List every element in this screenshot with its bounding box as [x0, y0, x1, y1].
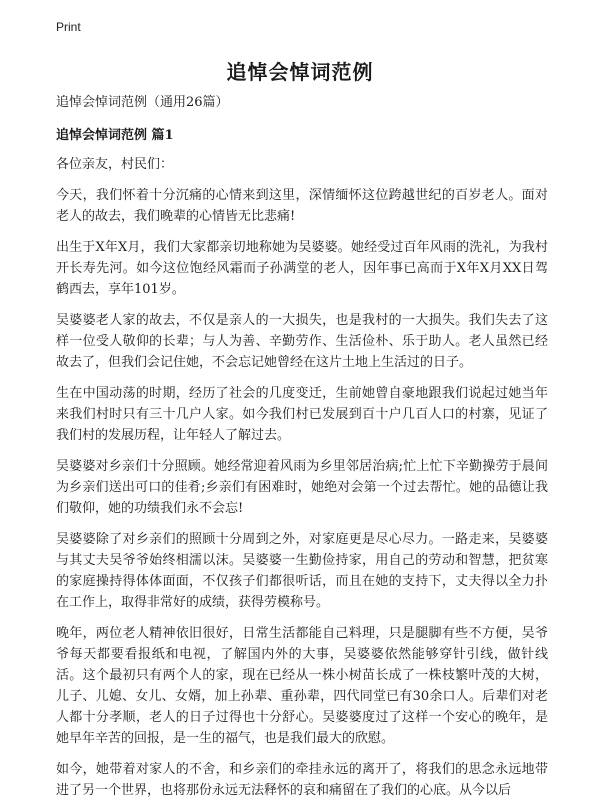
paragraph: 晚年，两位老人精神依旧很好，日常生活都能自己料理，只是腿脚有些不方便，吴爷爷每天都要看报纸和电视，了解国内外的大事，吴婆婆依然能够穿针引线，做针线活。这个最初只有两个人的家，现在已经从一株小树苗长成了一株枝繁叶茂的大树，儿子、儿媳、女儿、女婿，加上孙辈、重孙辈，四代同堂已有30余口人。后辈们对老人都十分孝顺，老人的日子过得也十分舒心。吴婆婆度过了这样一个安心的晚年，是她早年辛苦的回报，是一生的福气，也是我们最大的欣慰。	[56, 626, 548, 746]
page-title: 追悼会悼词范例	[226, 60, 374, 84]
paragraph: 如今，她带着对家人的不舍，和乡亲们的牵挂永远的离开了，将我们的思念永远地带进了另一个世界，也将那份永远无法释怀的哀和痛留在了我们的心底。从今以后	[56, 762, 548, 798]
print-link[interactable]: Print	[56, 20, 81, 34]
paragraph: 今天，我们怀着十分沉痛的心情来到这里，深情缅怀这位跨越世纪的百岁老人。面对老人的故去，我们晚辈的心情皆无比悲痛!	[56, 188, 548, 224]
document-body	[56, 92, 548, 811]
paragraph: 吴婆婆老人家的故去，不仅是亲人的一大损失，也是我村的一大损失。我们失去了这样一位受人敬仰的长辈；与人为善、辛勤劳作、生活俭朴、乐于助人。老人虽然已经故去了，但我们会记住她，不会忘记她曾经在这片土地上生活过的日子。	[56, 313, 548, 370]
paragraph: 吴婆婆除了对乡亲们的照顾十分周到之外，对家庭更是尽心尽力。一路走来，吴婆婆与其丈夫吴爷爷始终相濡以沫。吴婆婆一生勤俭持家，用自己的劳动和智慧，把贫寒的家庭操持得体体面面，不仅孩子们都很听话，而且在她的支持下，丈夫得以全力扑在工作上，取得非常好的成绩，获得劳模称号。	[56, 532, 548, 610]
document-subtitle: 追悼会悼词范例（通用26篇）	[56, 95, 229, 110]
paragraph: 吴婆婆对乡亲们十分照顾。她经常迎着风雨为乡里邻居治病;忙上忙下辛勤操劳于晨间为乡亲们送出可口的佳肴;乡亲们有困难时，她绝对会第一个过去帮忙。她的品德让我们敬仰，她的功绩我们永不会忘!	[56, 459, 548, 516]
paragraph-greeting: 各位亲友，村民们：	[56, 157, 174, 172]
paragraph: 生在中国动荡的时期，经历了社会的几度变迁，生前她曾自豪地跟我们说起过她当年来我们村时只有三十几户人家。如今我们村已发展到百十户几百人口的村寨，见证了我们村的发展历程，让年轻人了解过去。	[56, 386, 548, 443]
section-heading: 追悼会悼词范例 篇1	[56, 128, 174, 143]
paragraph: 出生于X年X月，我们大家都亲切地称她为吴婆婆。她经受过百年风雨的洗礼，为我村开长寿先河。如今这位饱经风霜而子孙满堂的老人，因年事已高而于X年X月XX日驾鹤西去，享年101岁。	[56, 240, 548, 297]
